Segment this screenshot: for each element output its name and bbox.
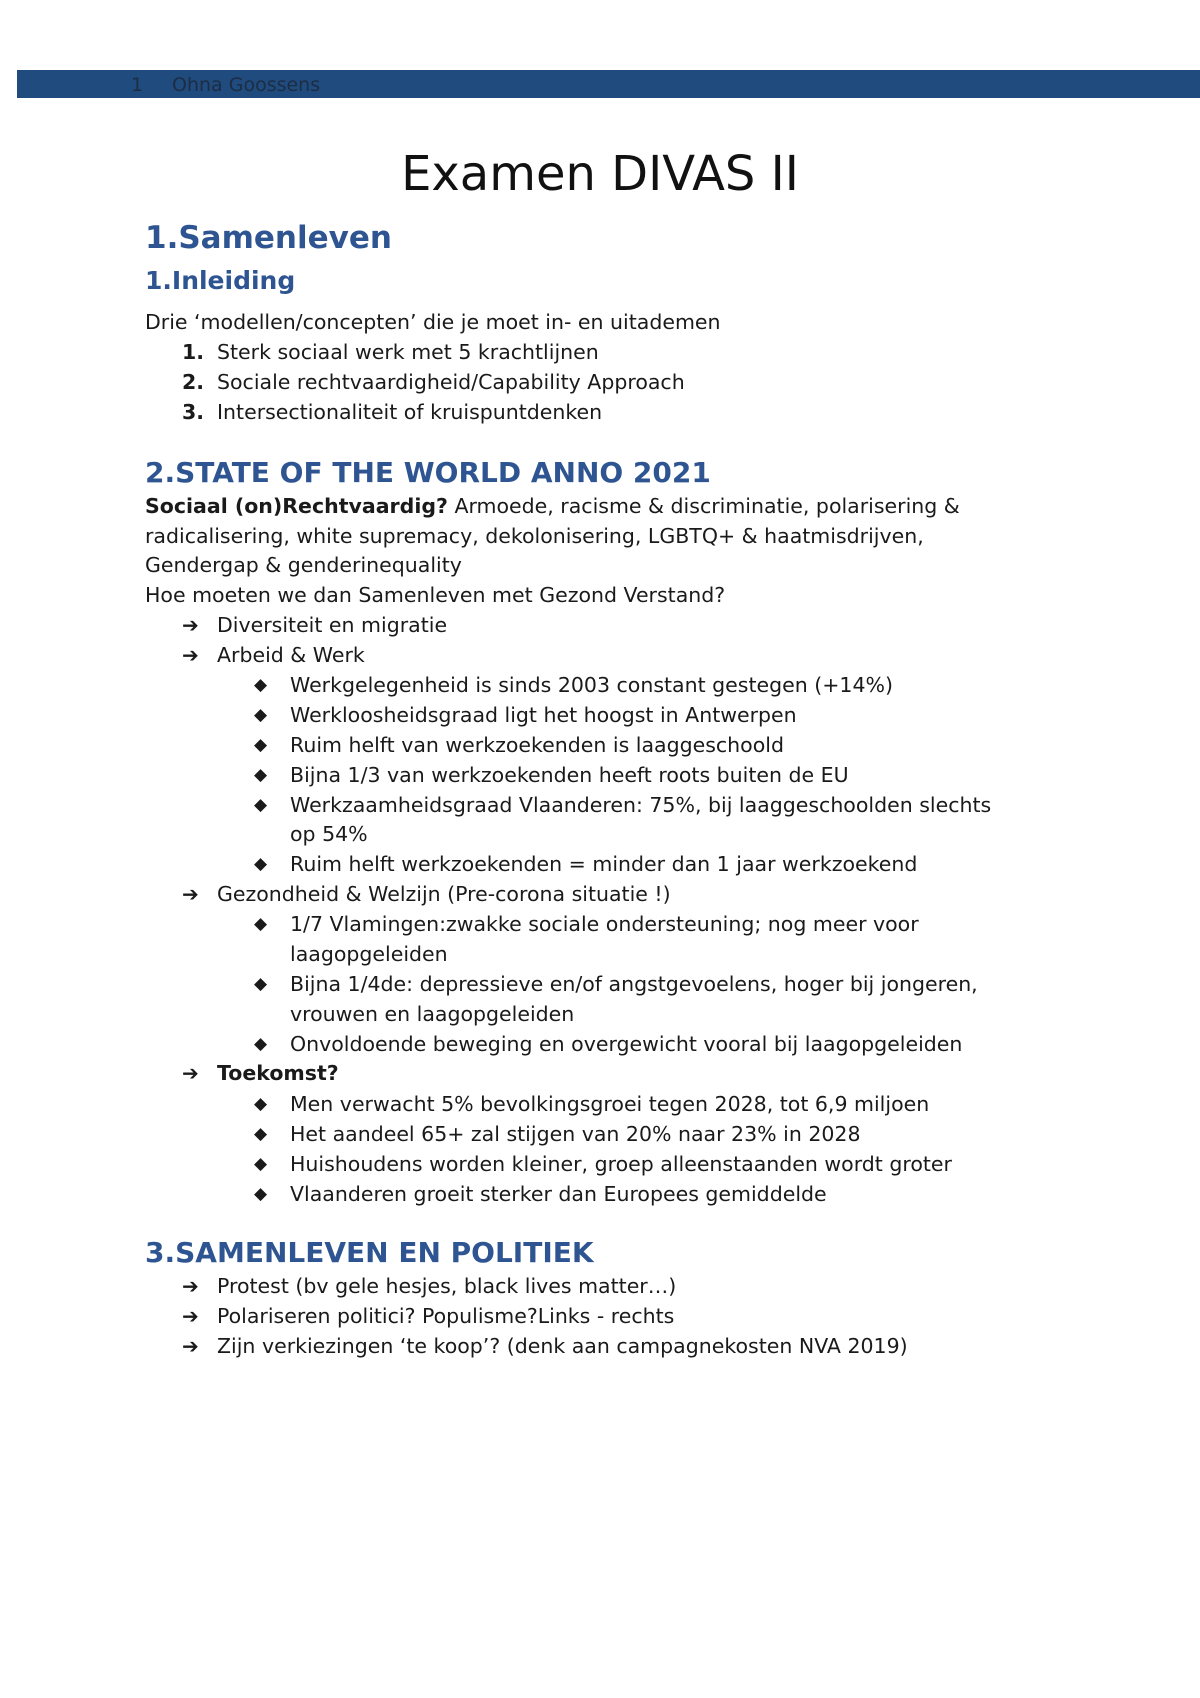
list-item: Gezondheid & Welzijn (Pre-corona situatie !) <box>217 882 671 906</box>
section-heading-state-of-the-world: 2.STATE OF THE WORLD ANNO 2021 <box>145 456 711 489</box>
list-item: Zijn verkiezingen ‘te koop’? (denk aan campagnekosten NVA 2019) <box>217 1334 908 1358</box>
lead-rest: Armoede, racisme & discriminatie, polarisering & <box>447 494 960 518</box>
list-item: Arbeid & Werk <box>217 643 365 667</box>
section-heading-samenleven: 1.Samenleven <box>145 220 392 256</box>
lead-line-2: radicalisering, white supremacy, dekolonisering, LGBTQ+ & haatmisdrijven, <box>145 524 924 548</box>
document-title: Examen DIVAS II <box>401 146 799 202</box>
arrow-icon: ➔ <box>182 1334 199 1358</box>
diamond-icon: ◆ <box>254 1184 268 1204</box>
list-item-bold: Toekomst? <box>217 1061 339 1085</box>
arrow-icon: ➔ <box>182 1304 199 1328</box>
list-item: Ruim helft van werkzoekenden is laaggeschoold <box>290 733 784 757</box>
arrow-icon: ➔ <box>182 1274 199 1298</box>
diamond-icon: ◆ <box>254 854 268 874</box>
list-item: Sterk sociaal werk met 5 krachtlijnen <box>217 340 599 364</box>
list-item: Bijna 1/3 van werkzoekenden heeft roots buiten de EU <box>290 763 849 787</box>
arrow-icon: ➔ <box>182 1061 199 1085</box>
diamond-icon: ◆ <box>254 1034 268 1054</box>
arrow-icon: ➔ <box>182 613 199 637</box>
diamond-icon: ◆ <box>254 795 268 815</box>
author-name: Ohna Goossens <box>172 74 321 96</box>
list-item: Intersectionaliteit of kruispuntdenken <box>217 400 603 424</box>
list-item: Onvoldoende beweging en overgewicht vooral bij laagopgeleiden <box>290 1032 963 1056</box>
list-number: 3. <box>182 400 205 424</box>
list-item: Huishoudens worden kleiner, groep alleenstaanden wordt groter <box>290 1152 952 1176</box>
question-text: Hoe moeten we dan Samenleven met Gezond Verstand? <box>145 583 726 607</box>
list-item: Bijna 1/4de: depressieve en/of angstgevoelens, hoger bij jongeren, <box>290 972 978 996</box>
intro-text: Drie ‘modellen/concepten’ die je moet in- en uitademen <box>145 310 721 334</box>
list-item: Vlaanderen groeit sterker dan Europees gemiddelde <box>290 1182 827 1206</box>
arrow-icon: ➔ <box>182 882 199 906</box>
list-item: Diversiteit en migratie <box>217 613 448 637</box>
list-item: Werkloosheidsgraad ligt het hoogst in Antwerpen <box>290 703 797 727</box>
subheading-inleiding: 1.Inleiding <box>145 266 296 295</box>
list-number: 1. <box>182 340 205 364</box>
list-item: 1/7 Vlamingen:zwakke sociale ondersteuning; nog meer voor <box>290 912 919 936</box>
lead-line-1 <box>145 492 960 521</box>
diamond-icon: ◆ <box>254 735 268 755</box>
diamond-icon: ◆ <box>254 1154 268 1174</box>
diamond-icon: ◆ <box>254 914 268 934</box>
diamond-icon: ◆ <box>254 1094 268 1114</box>
list-item: Protest (bv gele hesjes, black lives matter…) <box>217 1274 677 1298</box>
list-item: Het aandeel 65+ zal stijgen van 20% naar 23% in 2028 <box>290 1122 861 1146</box>
arrow-icon: ➔ <box>182 643 199 667</box>
diamond-icon: ◆ <box>254 974 268 994</box>
list-item-continuation: vrouwen en laagopgeleiden <box>290 1002 575 1026</box>
lead-bold: Sociaal (on)Rechtvaardig? <box>145 494 448 518</box>
list-item: Werkgelegenheid is sinds 2003 constant gestegen (+14%) <box>290 673 893 697</box>
list-item: Werkzaamheidsgraad Vlaanderen: 75%, bij laaggeschoolden slechts <box>290 793 992 817</box>
page-number: 1 <box>131 74 144 96</box>
diamond-icon: ◆ <box>254 765 268 785</box>
section-heading-samenleven-en-politiek: 3.SAMENLEVEN EN POLITIEK <box>145 1236 594 1269</box>
list-item-continuation: laagopgeleiden <box>290 942 448 966</box>
list-item: Ruim helft werkzoekenden = minder dan 1 jaar werkzoekend <box>290 852 918 876</box>
list-item-continuation: op 54% <box>290 822 368 846</box>
list-number: 2. <box>182 370 205 394</box>
diamond-icon: ◆ <box>254 1124 268 1144</box>
diamond-icon: ◆ <box>254 675 268 695</box>
list-item: Polariseren politici? Populisme?Links - rechts <box>217 1304 675 1328</box>
list-item: Sociale rechtvaardigheid/Capability Approach <box>217 370 685 394</box>
diamond-icon: ◆ <box>254 705 268 725</box>
list-item: Men verwacht 5% bevolkingsgroei tegen 2028, tot 6,9 miljoen <box>290 1092 930 1116</box>
lead-line-3: Gendergap & genderinequality <box>145 553 462 577</box>
